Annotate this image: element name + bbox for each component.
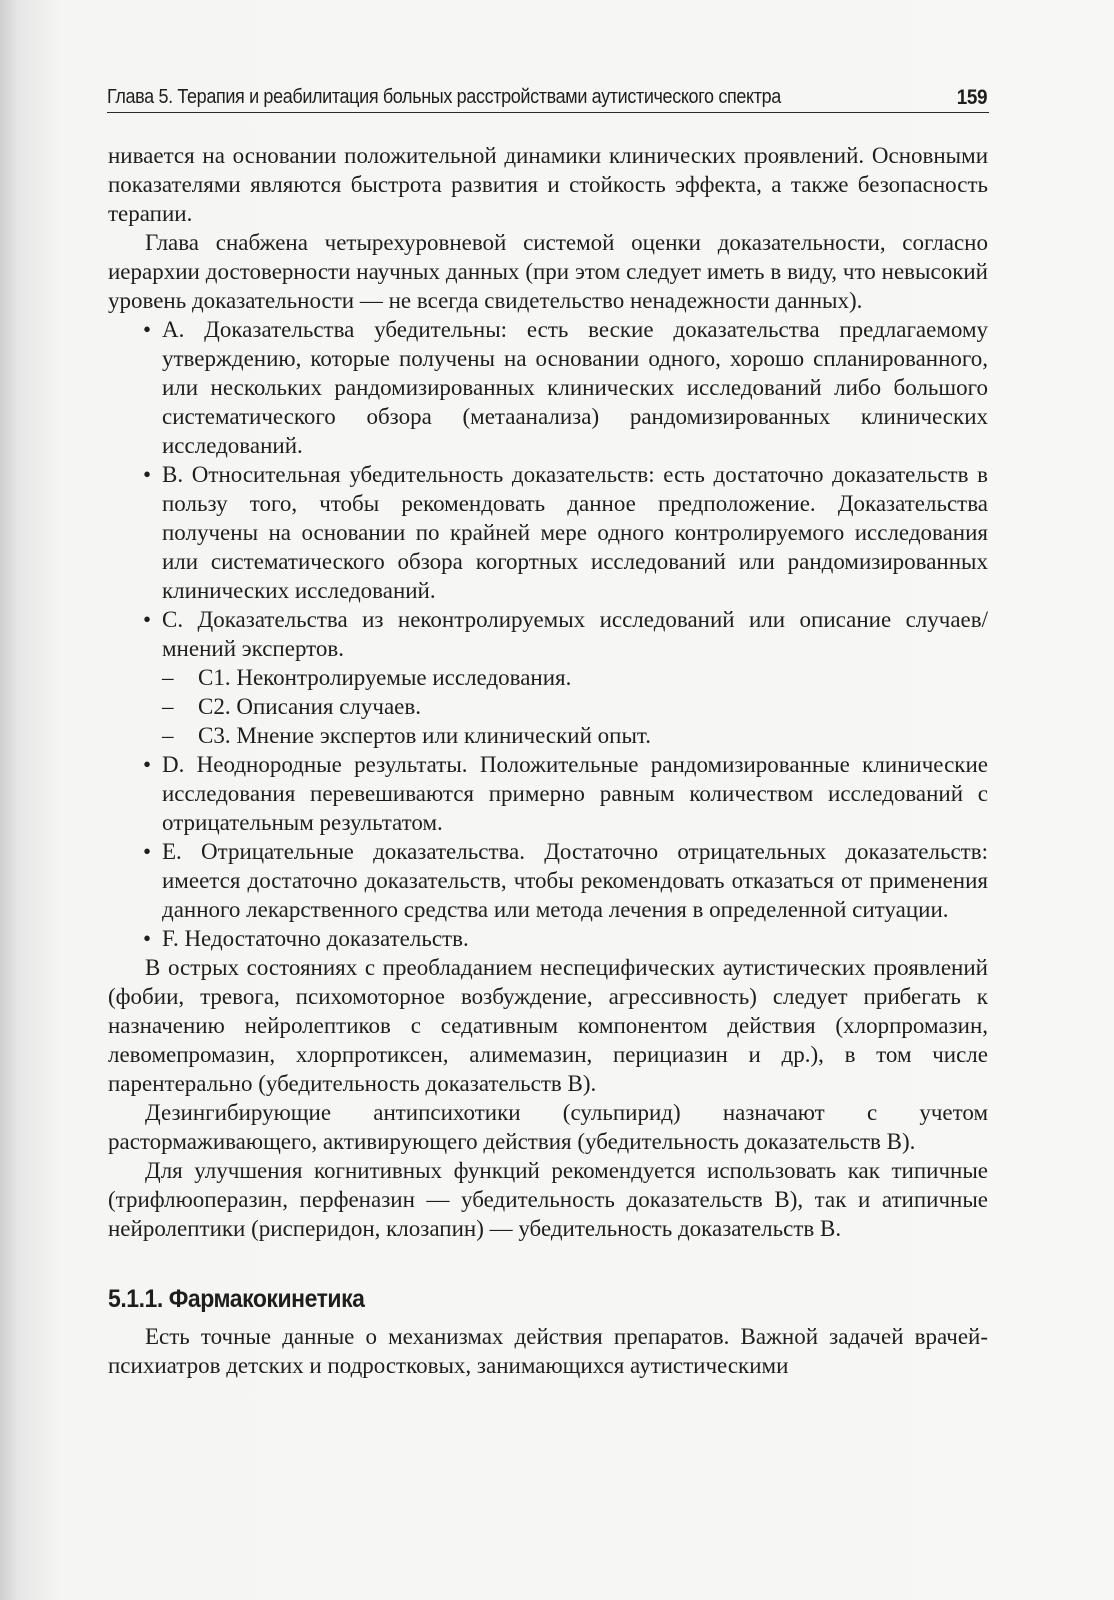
paragraph-acute-states: В острых состояниях с преобладанием неспецифических аутистических проявлений (фобии, тревога, психомоторное возбуждение, агрессивность) следует прибегать к назначению нейролептиков с седативным компонентом действия (хлорпромазин, левомепромазин, хлорпротиксен, алимемазин, перициазин и др.), в том числе парентерально (убедительность доказательств B).: [108, 955, 988, 1096]
evidence-level-d: • D. Неоднородные результаты. Положительные рандомизированные клинические исследования перевешиваются примерно равным количеством исследований с отрицательным результатом.: [162, 750, 988, 837]
evidence-level-c-text: C. Доказательства из неконтролируемых исследований или описание случаев/мнений экспертов.: [162, 607, 988, 661]
chapter-title: Глава 5. Терапия и реабилитация больных расстройствами аутистического спектра: [107, 86, 781, 108]
evidence-sublevel-c3: – C3. Мнение экспертов или клинический опыт.: [198, 721, 988, 750]
paragraph-evidence-system: Глава снабжена четырехуровневой системой оценки доказательности, согласно иерархии достоверности научных данных (при этом следует иметь в виду, что невысокий уровень доказательности — не всегда свидетельство ненадежности данных).: [108, 230, 988, 313]
page-body: [108, 141, 988, 1380]
paragraph-disinhibiting: Дезингибирующие антипсихотики (сульпирид) назначают с учетом растормаживающего, активирующего действия (убедительность доказательств B).: [108, 1100, 988, 1154]
paragraph-continued: нивается на основании положительной динамики клинических проявлений. Основными показателями являются быстрота развития и стойкость эффекта, а также безопасность терапии.: [108, 143, 988, 226]
evidence-level-f: • F. Недостаточно доказательств.: [162, 924, 988, 953]
evidence-levels-list: [108, 315, 988, 953]
paragraph-pharmacokinetics: Есть точные данные о механизмах действия препаратов. Важной задачей врачей-психиатров детских и подростковых, занимающихся аутистическими: [108, 1324, 988, 1378]
evidence-sublevel-c1: – C1. Неконтролируемые исследования.: [198, 663, 988, 692]
running-head: [107, 86, 988, 109]
page-number: 159: [956, 86, 988, 109]
evidence-level-e: • E. Отрицательные доказательства. Достаточно отрицательных доказательств: имеется достаточно доказательств, чтобы рекомендовать отказаться от применения данного лекарственного средства или метода лечения в определенной ситуации.: [162, 837, 988, 924]
section-heading: 5.1.1. Фармакокинетика: [108, 1285, 365, 1313]
paragraph-cognitive: Для улучшения когнитивных функций рекомендуется использовать как типичные (трифлюоперазин, перфеназин — убедительность доказательств B), так и атипичные нейролептики (рисперидон, клозапин) — убедительность доказательств B.: [108, 1158, 988, 1241]
evidence-level-a: • A. Доказательства убедительны: есть веские доказательства предлагаемому утверждению, которые получены на основании одного, хорошо спланированного, или нескольких рандомизированных клинических исследований либо большого систематического обзора (метаанализа) рандомизированных клинических исследований.: [162, 315, 988, 460]
header-rule: [107, 112, 989, 113]
evidence-level-c: [162, 605, 988, 750]
evidence-sublevels-list: [162, 663, 988, 750]
evidence-sublevel-c2: – C2. Описания случаев.: [198, 692, 988, 721]
evidence-level-b: • B. Относительная убедительность доказательств: есть достаточно доказательств в пользу того, чтобы рекомендовать данное предположение. Доказательства получены на основании по крайней мере одного контролируемого исследования или систематического обзора когортных исследований или рандомизированных клинических исследований.: [162, 460, 988, 605]
